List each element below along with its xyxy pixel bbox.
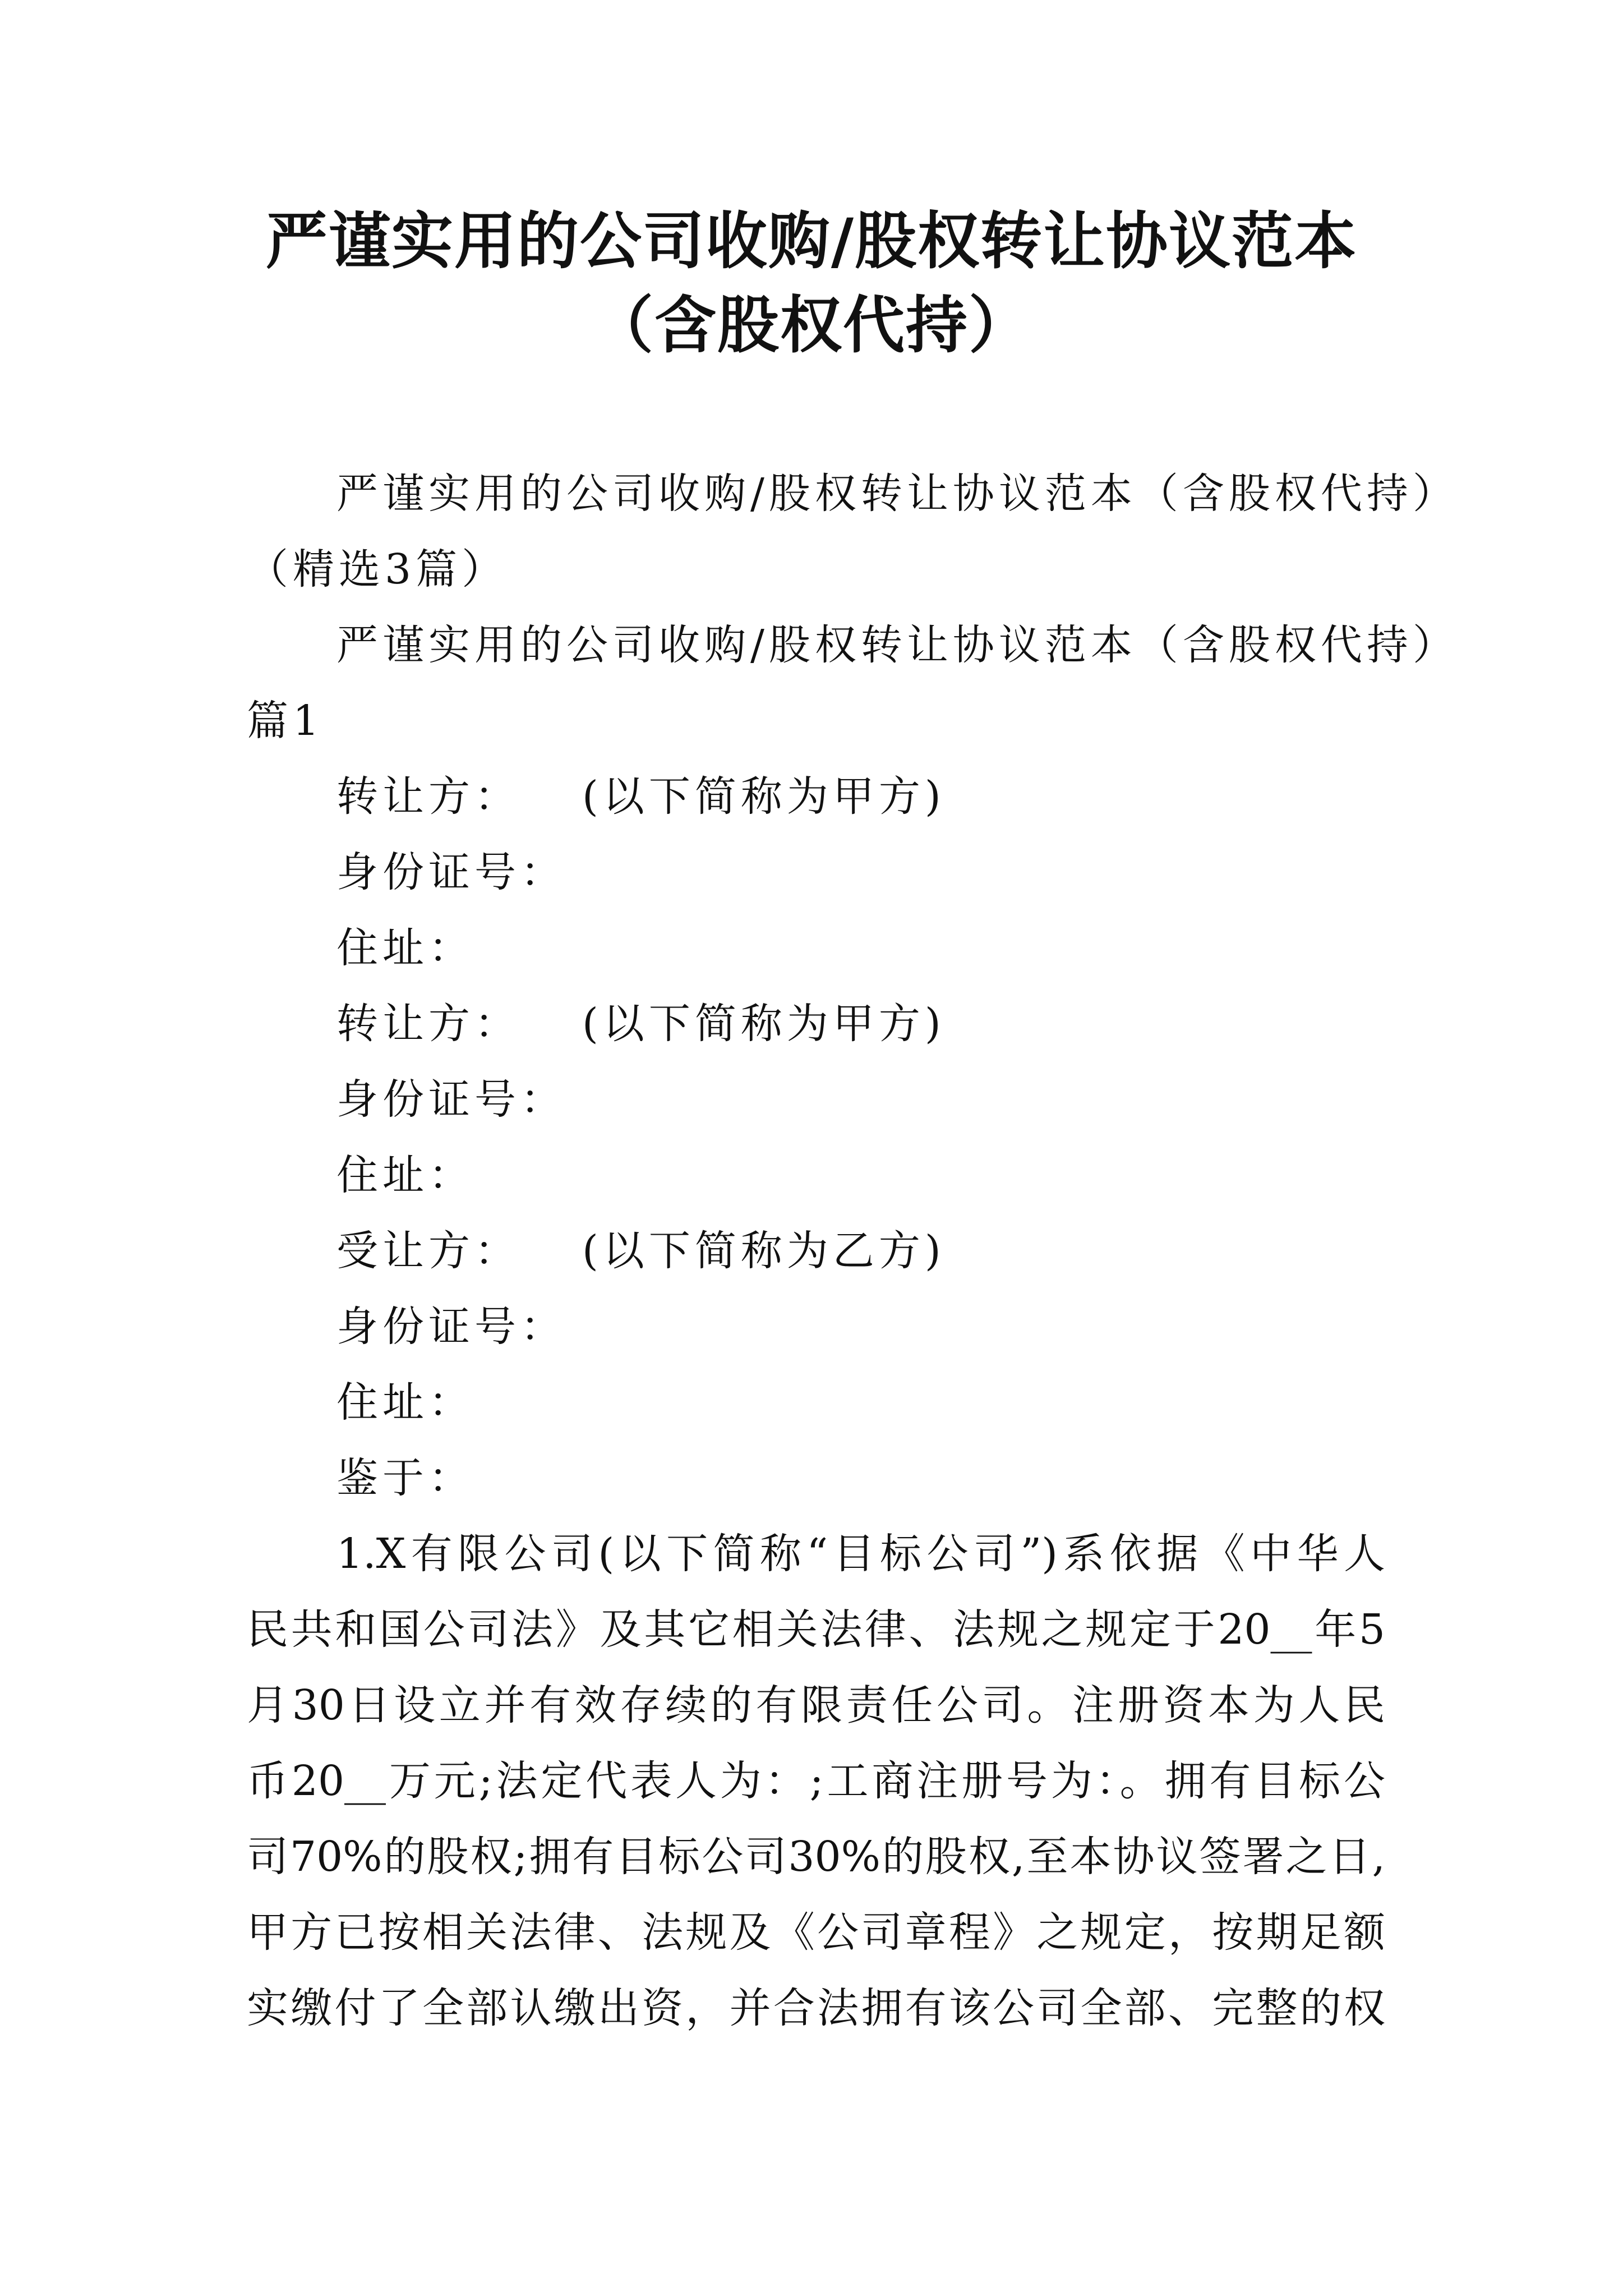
clause-text-line: 月30日设立并有效存续的有限责任公司。注册资本为人民 (247, 1681, 1385, 1729)
document-title: 严谨实用的公司收购/股权转让协议范本 (265, 205, 1358, 277)
clause-text-line: 民共和国公司法》及其它相关法律、法规之规定于20__年5 (247, 1605, 1385, 1654)
field-note: (以下简称为甲方) (582, 772, 946, 821)
field-note: (以下简称为甲方) (582, 1000, 946, 1048)
clause-text-line: 甲方已按相关法律、法规及《公司章程》之规定，按期足额 (247, 1908, 1385, 1957)
document-subtitle: （含股权代持） (592, 289, 1031, 361)
address-field: 住址： (336, 1151, 474, 1199)
address-field: 住址： (336, 924, 474, 972)
article-heading: 严谨实用的公司收购/股权转让协议范本（含股权代持） (336, 621, 1459, 669)
field-label: 受让方： (336, 1227, 520, 1275)
field-label: 转让方： (336, 772, 520, 821)
clause-text-line: 实缴付了全部认缴出资，并合法拥有该公司全部、完整的权 (247, 1984, 1385, 2032)
id-number-field: 身份证号： (336, 848, 566, 896)
transferee-field (336, 1223, 946, 1279)
id-number-field: 身份证号： (336, 1075, 566, 1124)
transferor-field (336, 996, 946, 1052)
field-label: 转让方： (336, 1000, 520, 1048)
intro-text-line: 严谨实用的公司收购/股权转让协议范本（含股权代持） (336, 470, 1459, 518)
field-note: (以下简称为乙方) (582, 1227, 946, 1275)
clause-text-line: 司70%的股权;拥有目标公司30%的股权,至本协议签署之日, (247, 1833, 1385, 1881)
intro-text-line: （精选3篇） (247, 545, 508, 593)
clause-text-line: 1.X有限公司(以下简称“目标公司”)系依据《中华人 (336, 1530, 1385, 1578)
whereas-heading: 鉴于： (336, 1454, 474, 1502)
address-field: 住址： (336, 1378, 474, 1427)
clause-text-line: 币20__万元;法定代表人为：;工商注册号为：。拥有目标公 (247, 1757, 1385, 1805)
id-number-field: 身份证号： (336, 1303, 566, 1351)
transferor-field (336, 769, 946, 825)
article-heading-number: 篇1 (247, 697, 324, 745)
